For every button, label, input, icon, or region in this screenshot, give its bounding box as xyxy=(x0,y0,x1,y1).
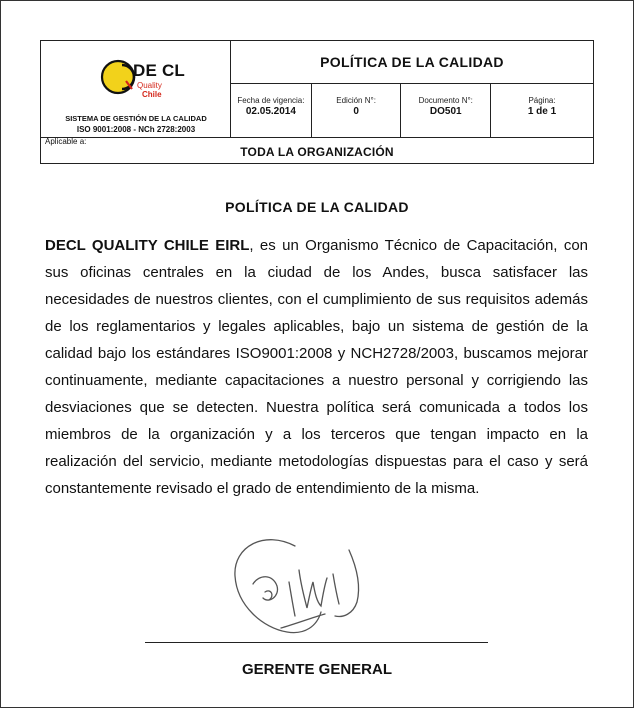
logo-tagline-chile: Chile xyxy=(142,90,162,99)
meta-edition xyxy=(312,84,402,137)
scope-label: Aplicable a: xyxy=(45,137,87,146)
meta-value: 0 xyxy=(353,106,359,117)
system-line-1: SISTEMA DE GESTIÓN DE LA CALIDAD xyxy=(65,114,207,123)
signature-role: GERENTE GENERAL xyxy=(241,661,392,678)
meta-document-number xyxy=(401,84,491,137)
policy-text: , es un Organismo Técnico de Capacitación, con sus oficinas centrales en la ciudad de los Andes, busca satisfacer las necesidades de nuestros clientes, con el cumplimiento de sus requisitos además de los reglamentarios y legales aplicables, bajo un sistema de gestión de la calidad bajo los estándares ISO9001:2008 y NCH2728/2003, buscamos mejorar continuamente, mediante capacitaciones a nuestro personal y corrigiendo las desviaciones que se detecten. Nuestra política será comunicada a todos los miembros de la organización y a los terceros que tengan impacto en la realización del servicio, mediante metodologías dispuestas para el caso y será constantemente revisado el grado de entendimiento de la misma. xyxy=(45,237,589,497)
meta-label: Página: xyxy=(528,96,556,105)
meta-page xyxy=(491,84,593,137)
header-title: POLÍTICA DE LA CALIDAD xyxy=(231,41,593,84)
document-title: POLÍTICA DE LA CALIDAD xyxy=(225,199,409,215)
meta-value: DO501 xyxy=(429,106,462,117)
logo-cell xyxy=(41,41,231,137)
meta-label: Documento N°: xyxy=(418,96,473,105)
meta-label: Fecha de vigencia: xyxy=(237,96,305,105)
meta-label: Edición N°: xyxy=(336,96,376,105)
handwritten-signature xyxy=(225,528,385,643)
company-name: DECL QUALITY CHILE EIRL xyxy=(45,237,250,254)
meta-value: 02.05.2014 xyxy=(245,106,296,117)
policy-body xyxy=(45,232,588,502)
meta-effective-date xyxy=(231,84,312,137)
document-header-table xyxy=(40,40,594,164)
scope-row xyxy=(41,137,593,163)
meta-value: 1 de 1 xyxy=(527,106,557,117)
signature-line xyxy=(145,642,488,643)
logo-brand: DE CL xyxy=(133,61,185,80)
scope-value: TODA LA ORGANIZACIÓN xyxy=(240,145,394,159)
meta-row xyxy=(231,84,593,137)
logo-tagline-quality: Quality xyxy=(137,81,162,90)
system-line-2: ISO 9001:2008 - NCh 2728:2003 xyxy=(76,125,196,134)
